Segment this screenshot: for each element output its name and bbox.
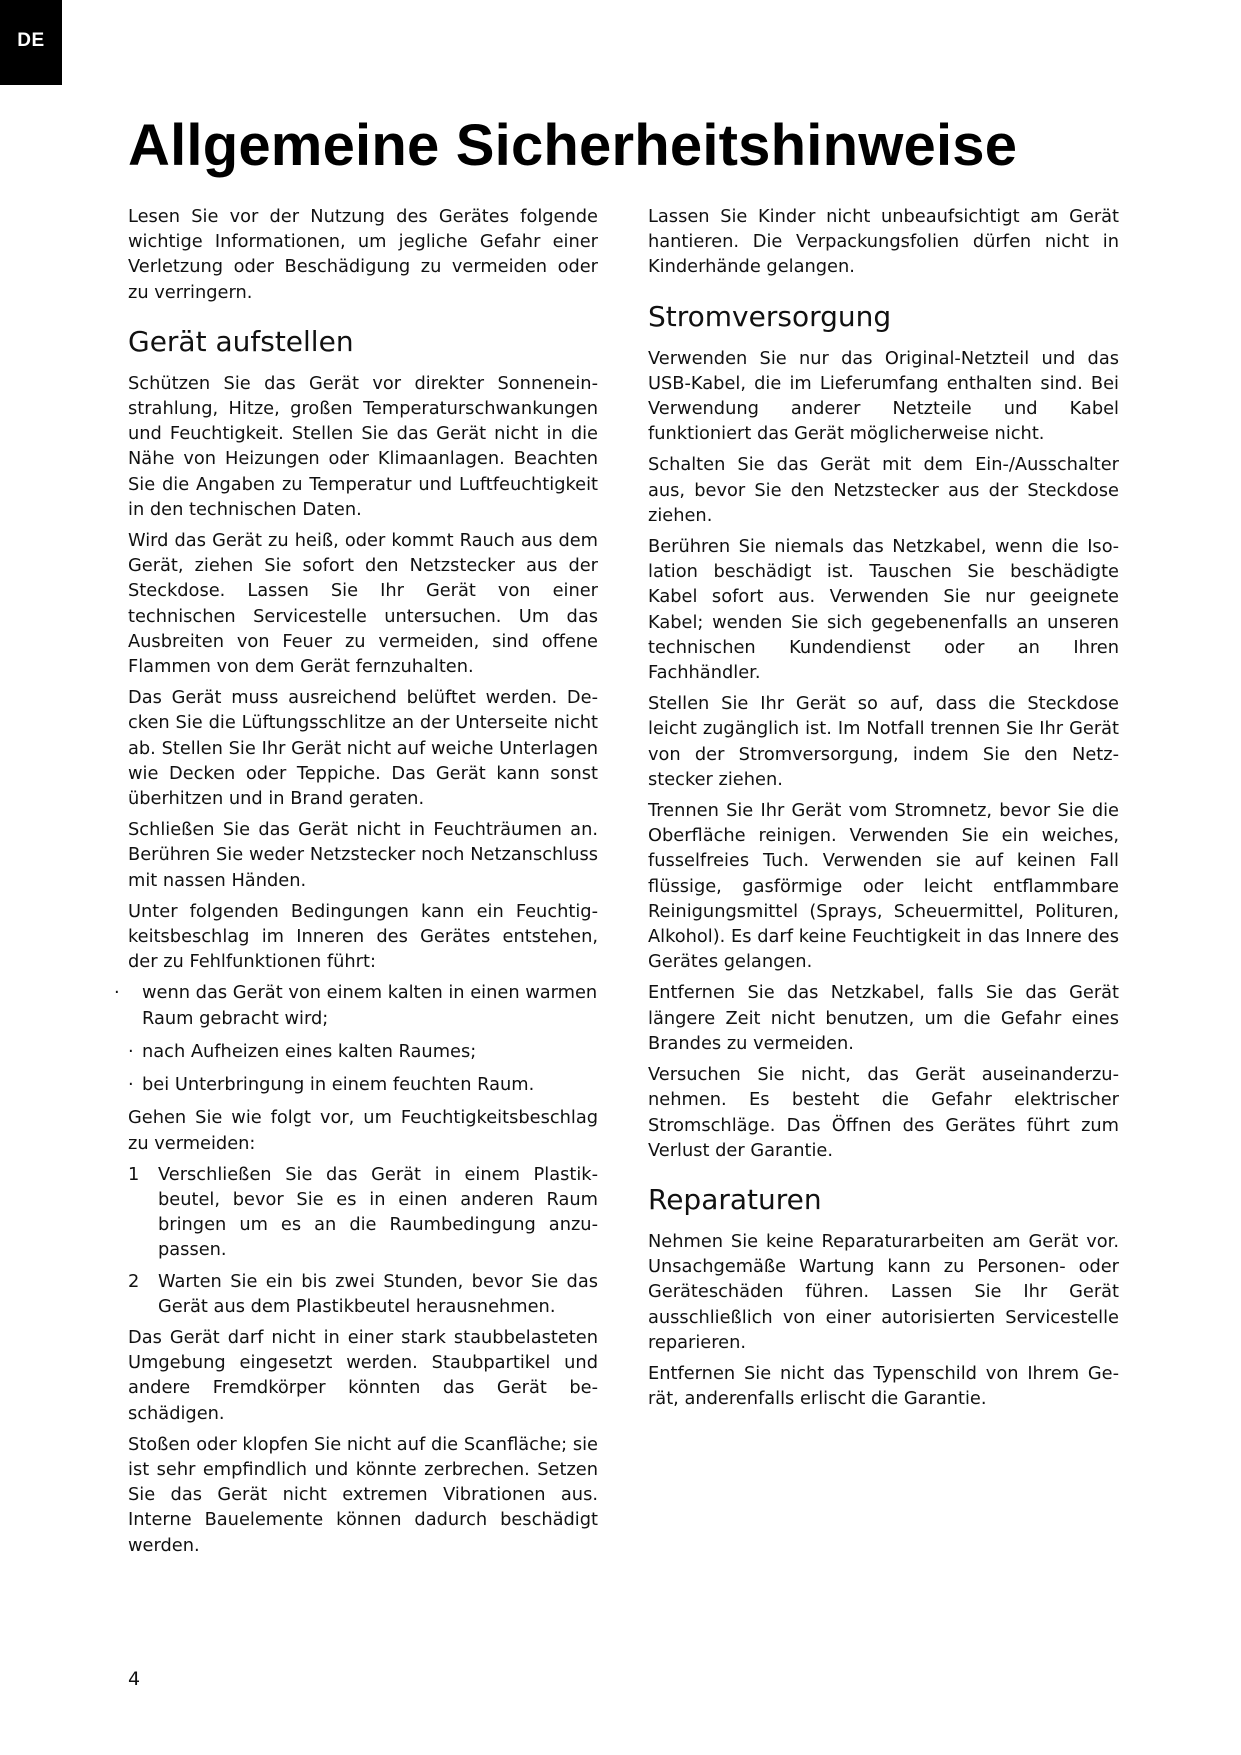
paragraph: Lassen Sie Kinder nicht unbeaufsichtigt am Gerät hantieren. Die Verpackungsfolien dürfen nicht in Kinderhände gelangen. xyxy=(648,206,1119,278)
bullet-text: wenn das Gerät von einem kalten in einen warmen Raum gebracht wird; xyxy=(142,982,598,1029)
language-tab: DE xyxy=(0,0,62,85)
intro-paragraph: Lesen Sie vor der Nutzung des Gerätes folgende wichtige Informationen, um jegliche Gefahr einer Verletzung oder Beschädigung zu vermeiden oder zu verringern. xyxy=(128,206,598,303)
paragraph: Schalten Sie das Gerät mit dem Ein-/Ausschalter aus, bevor Sie den Netzstecker aus der Steckdose ziehen. xyxy=(648,454,1119,526)
right-column xyxy=(648,204,1119,1417)
numbered-step xyxy=(128,1162,598,1263)
paragraph: Berühren Sie niemals das Netzkabel, wenn die Isolation beschädigt ist. Tauschen Sie beschädigte Kabel sofort aus. Verwenden Sie nur geeignete Kabel; wenden Sie sich gegebenenfalls an unseren technischen Kundendienst oder an Ihren Fachhändler. xyxy=(648,536,1119,684)
paragraph: Wird das Gerät zu heiß, oder kommt Rauch aus dem Gerät, ziehen Sie sofort den Netzstecker aus der Steckdose. Lassen Sie Ihr Gerät von einer technischen Servicestelle untersuchen. Um das Ausbreiten von Feuer zu vermeiden, sind offene Flammen von dem Gerät fernzuhalten. xyxy=(128,530,598,678)
bullet-mark: · xyxy=(128,1040,134,1062)
numbered-step xyxy=(128,1269,598,1319)
paragraph: Verwenden Sie nur das Original-Netzteil und das USB-Kabel, die im Lieferumfang enthalten sind. Bei Verwendung anderer Netzteile und Kabel funktioniert das Gerät möglicherweise nicht. xyxy=(648,347,1119,445)
step-text: Warten Sie ein bis zwei Stunden, bevor Sie das Gerät aus dem Plastikbeutel herausnehmen. xyxy=(158,1270,598,1317)
page-number: 4 xyxy=(128,1668,141,1690)
paragraph: Stellen Sie Ihr Gerät so auf, dass die Steckdose leicht zugänglich ist. Im Notfall trennen Sie Ihr Gerät von der Stromversorgung, indem Sie den Netzstecker ziehen. xyxy=(648,693,1119,790)
paragraph: Versuchen Sie nicht, das Gerät auseinanderzunehmen. Es besteht die Gefahr elektrischer Stromschläge. Das Öffnen des Gerätes führt zum Verlust der Garantie. xyxy=(648,1064,1119,1161)
bullet-item xyxy=(128,1039,598,1064)
bullet-text: nach Aufheizen eines kalten Raumes; xyxy=(142,1040,477,1062)
step-number: 1 xyxy=(128,1163,140,1185)
section-heading-reparaturen: Reparaturen xyxy=(648,1182,822,1216)
bullet-mark: · xyxy=(114,982,120,1004)
paragraph: Unter folgenden Bedingungen kann ein Feuchtigkeitsbeschlag im Inneren des Gerätes entstehen, der zu Fehlfunktionen führt: xyxy=(128,900,598,973)
paragraph: Entfernen Sie das Netzkabel, falls Sie das Gerät längere Zeit nicht benutzen, um die Gefahr eines Brandes zu vermeiden. xyxy=(648,982,1119,1054)
page-title: Allgemeine Sicherheitshinweise xyxy=(128,113,1018,178)
paragraph: Gehen Sie wie folgt vor, um Feuchtigkeitsbeschlag zu vermeiden: xyxy=(128,1107,598,1154)
bullet-mark: · xyxy=(128,1074,134,1096)
step-text: Verschließen Sie das Gerät in einem Plastikbeutel, bevor Sie es in einen anderen Raum bringen um es an die Raumbedingung anzupassen. xyxy=(158,1163,598,1261)
paragraph: Trennen Sie Ihr Gerät vom Stromnetz, bevor Sie die Oberfläche reinigen. Verwenden Sie ein weiches, fusselfreies Tuch. Verwenden sie auf keinen Fall flüssige, gasförmige oder leicht entflammbare Reinigungsmittel (Sprays, Scheuermittel, Polituren, Alkohol). Es darf keine Feuchtigkeit in das Innere des Gerätes gelangen. xyxy=(648,800,1119,973)
paragraph: Das Gerät darf nicht in einer stark staubbelasteten Umgebung eingesetzt werden. Staubpartikel und andere Fremdkörper könnten das Gerät beschädigen. xyxy=(128,1326,598,1424)
step-number: 2 xyxy=(128,1270,140,1292)
paragraph: Entfernen Sie nicht das Typenschild von Ihrem Gerät, anderenfalls erlischt die Garantie. xyxy=(648,1362,1119,1410)
paragraph: Schützen Sie das Gerät vor direkter Sonneneinstrahlung, Hitze, großen Temperaturschwankungen und Feuchtigkeit. Stellen Sie das Gerät nicht in die Nähe von Heizungen oder Klimaanlagen. Beachten Sie die Angaben zu Temperatur und Luftfeuchtigkeit in den technischen Daten. xyxy=(128,372,598,520)
section-heading-stromversorgung: Stromversorgung xyxy=(648,299,892,333)
paragraph: Nehmen Sie keine Reparaturarbeiten am Gerät vor. Unsachgemäße Wartung kann zu Personen- oder Geräteschäden führen. Lassen Sie Ihr Gerät ausschließlich von einer autorisierten Servicestelle reparieren. xyxy=(648,1230,1119,1353)
paragraph: Das Gerät muss ausreichend belüftet werden. Decken Sie die Lüftungsschlitze an der Unterseite nicht ab. Stellen Sie Ihr Gerät nicht auf weiche Unterlagen wie Decken oder Teppiche. Das Gerät kann sonst überhitzen und in Brand geraten. xyxy=(128,687,598,810)
paragraph: Schließen Sie das Gerät nicht in Feuchträumen an. Berühren Sie weder Netzstecker noch Netzanschluss mit nassen Händen. xyxy=(128,819,598,891)
bullet-text: bei Unterbringung in einem feuchten Raum. xyxy=(142,1074,535,1096)
section-heading-geraet-aufstellen: Gerät aufstellen xyxy=(128,324,354,358)
left-column xyxy=(114,204,598,1564)
bullet-item xyxy=(128,1072,598,1097)
paragraph: Stoßen oder klopfen Sie nicht auf die Scanfläche; sie ist sehr empfindlich und könnte zerbrechen. Setzen Sie das Gerät nicht extremen Vibrationen aus. Interne Bauelemente können dadurch beschädigt werden. xyxy=(128,1433,598,1556)
bullet-item xyxy=(114,980,598,1030)
